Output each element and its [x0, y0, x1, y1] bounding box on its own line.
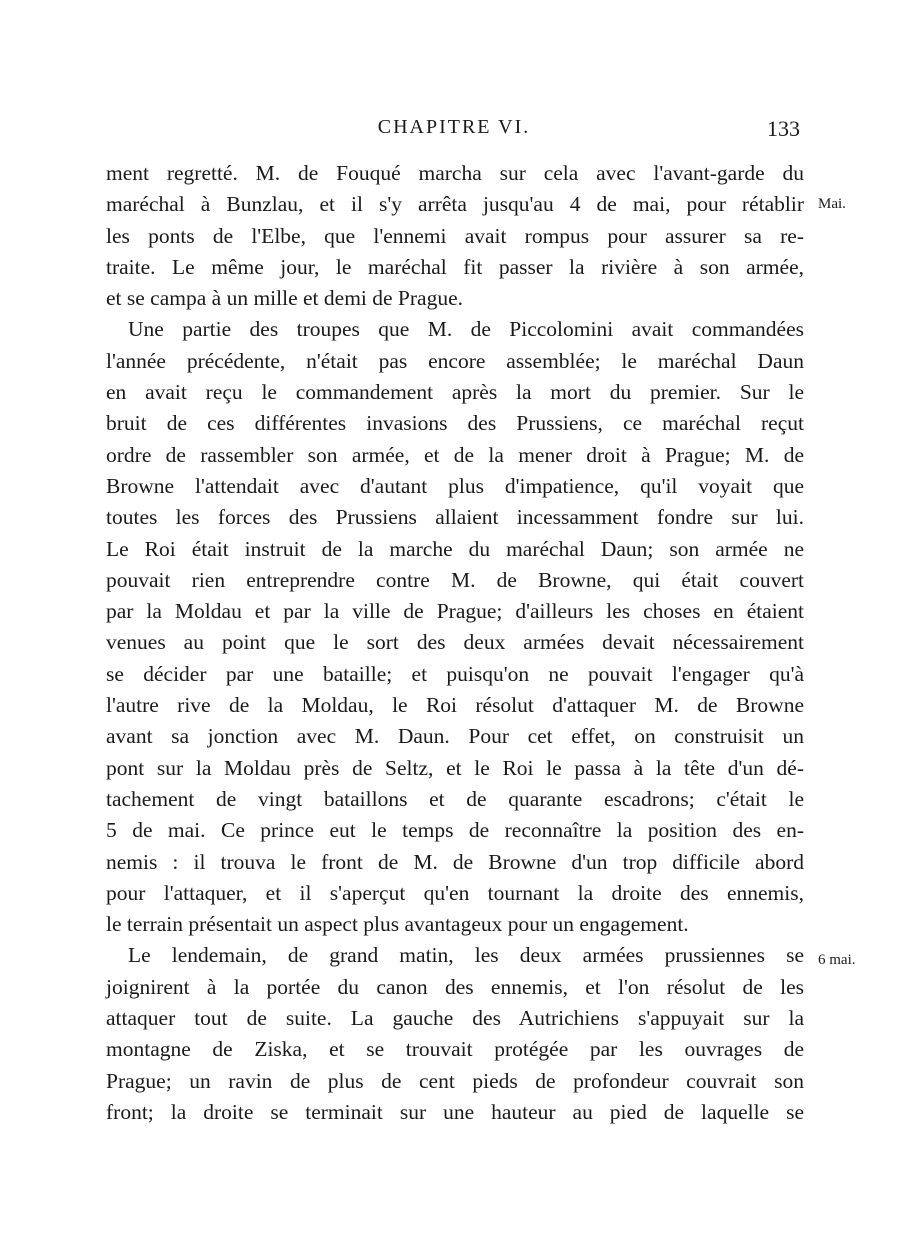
chapter-title: CHAPITRE VI. [377, 116, 531, 138]
page-number: 133 [767, 116, 800, 141]
text-line: ment regretté. M. de Fouqué marcha sur cela avec l'avant-garde du [106, 161, 804, 185]
text-line: en avait reçu le commandement après la mort du premier. Sur le [106, 380, 804, 405]
text-line: front; la droite se terminait sur une hauteur au pied de laquelle se [106, 1099, 804, 1124]
text-line: montagne de Ziska, et se trouvait protégée par les ouvrages de [106, 1037, 804, 1062]
text-line: pour l'attaquer, et il s'aperçut qu'en tournant la droite des ennemis, [106, 880, 804, 905]
text-line: pouvait rien entreprendre contre M. de Browne, qui était couvert [106, 567, 804, 592]
paragraph-3 [106, 940, 804, 1128]
running-head [0, 116, 900, 146]
text-line: se décider par une bataille; et puisqu'on ne pouvait l'engager qu'à [106, 661, 804, 686]
margin-note-mai: Mai. [818, 196, 846, 212]
text-line: joignirent à la portée du canon des ennemis, et l'on résolut de les [106, 974, 804, 999]
text-line: ordre de rassembler son armée, et de la mener droit à Prague; M. de [106, 442, 804, 467]
text-line: l'année précédente, n'était pas encore assemblée; le maréchal Daun [106, 348, 804, 373]
text-line: 5 de mai. Ce prince eut le temps de reconnaître la position des en- [106, 818, 804, 843]
text-line: l'autre rive de la Moldau, le Roi résolut d'attaquer M. de Browne [106, 693, 804, 718]
text-line: avant sa jonction avec M. Daun. Pour cet effet, on construisit un [106, 724, 804, 749]
paragraph-1 [106, 158, 804, 314]
text-line: bruit de ces différentes invasions des Prussiens, ce maréchal reçut [106, 411, 804, 436]
text-line: attaquer tout de suite. La gauche des Autrichiens s'appuyait sur la [106, 1006, 804, 1031]
paragraph-2 [106, 314, 804, 940]
body-text [106, 158, 804, 1128]
text-line: maréchal à Bunzlau, et il s'y arrêta jusqu'au 4 de mai, pour rétablir [106, 192, 804, 217]
text-line: tachement de vingt bataillons et de quarante escadrons; c'était le [106, 786, 804, 811]
text-line: traite. Le même jour, le maréchal fit passer la rivière à son armée, [106, 254, 804, 279]
text-line: Une partie des troupes que M. de Piccolomini avait commandées [128, 317, 804, 342]
text-line: Le lendemain, de grand matin, les deux armées prussiennes se [128, 943, 804, 968]
margin-note-6-mai: 6 mai. [818, 952, 856, 968]
text-line: toutes les forces des Prussiens allaient incessamment fondre sur lui. [106, 505, 804, 530]
text-line: le terrain présentait un aspect plus avantageux pour un engagement. [106, 912, 689, 937]
text-line: par la Moldau et par la ville de Prague; d'ailleurs les choses en étaient [106, 599, 804, 624]
text-line: et se campa à un mille et demi de Prague. [106, 286, 464, 311]
text-line: pont sur la Moldau près de Seltz, et le Roi le passa à la tête d'un dé- [106, 755, 804, 780]
text-line: les ponts de l'Elbe, que l'ennemi avait rompus pour assurer sa re- [106, 223, 804, 248]
text-line: Prague; un ravin de plus de cent pieds de profondeur couvrait son [106, 1068, 804, 1093]
text-line: Le Roi était instruit de la marche du maréchal Daun; son armée ne [106, 536, 804, 561]
text-line: Browne l'attendait avec d'autant plus d'impatience, qu'il voyait que [106, 473, 804, 498]
text-line: nemis : il trouva le front de M. de Browne d'un trop difficile abord [106, 849, 804, 874]
text-line: venues au point que le sort des deux armées devait nécessairement [106, 630, 804, 655]
